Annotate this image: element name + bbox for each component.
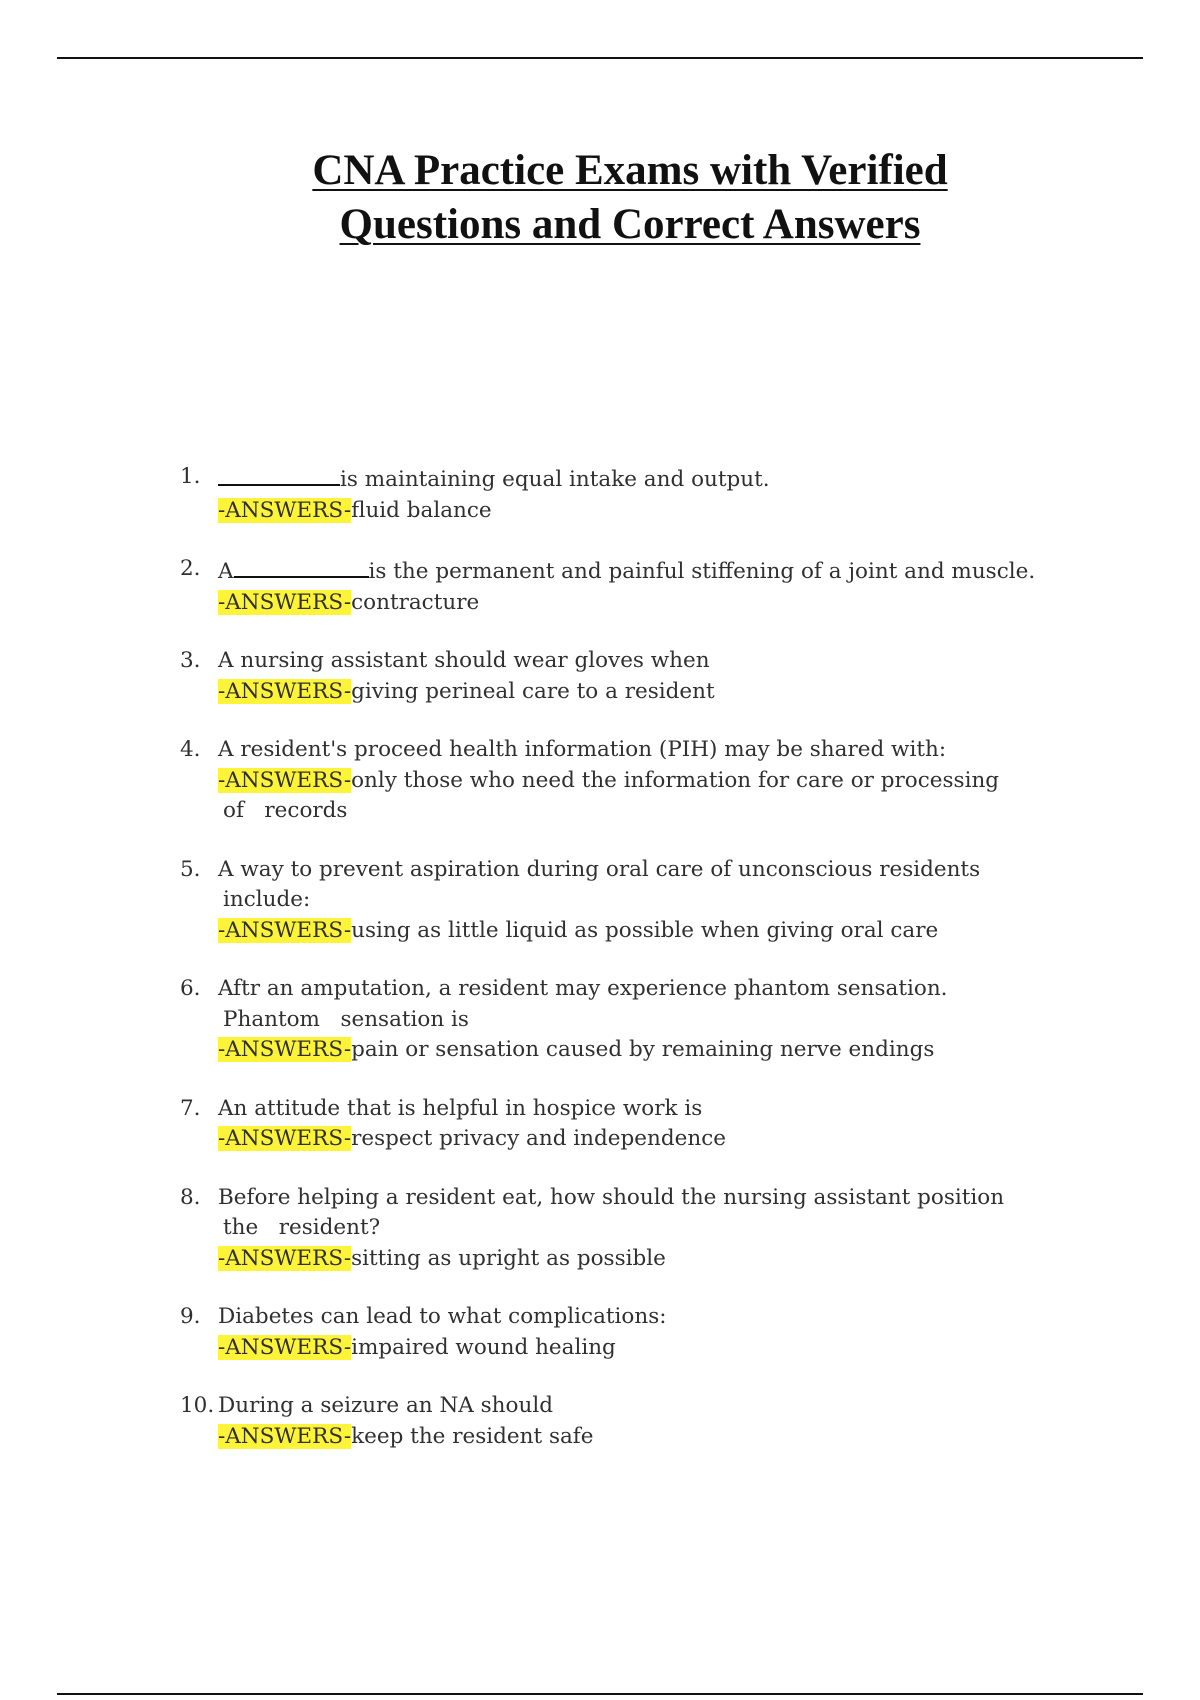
question-text: A resident's proceed health information (PIH) may be shared with: [218,737,947,762]
answer-text: only those who need the information for care or processing [351,767,1000,793]
fill-in-blank [234,554,369,578]
question-number: 1. [180,464,201,489]
answer-text: contracture [351,589,480,615]
question-number: 8. [180,1184,201,1210]
answer-line [218,588,1080,619]
title-line-2: Questions and Correct Answers [339,201,921,248]
question-item [180,735,1080,827]
question-text: A is the permanent and painful stiffening of a joint and muscle. [218,554,1080,588]
answer-prefix-highlight: -ANSWERS- [218,589,352,615]
question-text: A way to prevent aspiration during oral care of unconscious residents include: [218,855,1080,916]
question-text: is maintaining equal intake and output. [218,462,1080,496]
answer-line [218,1035,1080,1066]
answer-prefix-highlight: -ANSWERS- [218,1037,352,1062]
question-text-continued: include: [223,887,311,912]
question-text: Aftr an amputation, a resident may experience phantom sensation. Phantom sensation is [218,974,1080,1035]
answer-text: pain or sensation caused by remaining nerve endings [351,1037,935,1062]
answer-text: respect privacy and independence [351,1126,726,1151]
question-number: 2. [180,556,201,581]
answer-prefix-highlight: -ANSWERS- [218,917,352,943]
answer-text: impaired wound healing [351,1334,616,1360]
answer-prefix-highlight: -ANSWERS- [218,497,352,523]
answer-text: using as little liquid as possible when giving oral care [351,917,939,943]
answer-line [218,496,1080,527]
title-line-1: CNA Practice Exams with Verified [312,147,948,194]
question-number: 4. [180,737,201,762]
answer-line [218,916,1080,947]
question-item [180,554,1080,618]
answer-line [218,677,1080,708]
question-item [180,1391,1080,1452]
question-number: 9. [180,1304,201,1329]
question-item [180,1183,1080,1275]
question-number: 3. [180,648,201,673]
question-item [180,1094,1080,1155]
answer-text-continued: of records [223,798,348,823]
answer-prefix-highlight: -ANSWERS- [218,1334,352,1360]
answer-line [218,766,1080,797]
answer-prefix-highlight: -ANSWERS- [218,1423,352,1449]
question-text-continued: Phantom sensation is [223,1006,469,1032]
top-rule [57,57,1143,59]
answer-text: sitting as upright as possible [351,1245,666,1271]
answer-prefix-highlight: -ANSWERS- [218,1126,352,1151]
question-item [180,974,1080,1066]
answer-text: keep the resident safe [351,1423,594,1449]
answer-prefix-highlight: -ANSWERS- [218,678,352,704]
answer-line [218,1333,1080,1364]
question-number: 6. [180,976,201,1001]
answer-line [218,1244,1080,1275]
question-text: Diabetes can lead to what complications: [218,1304,667,1329]
question-number: 5. [180,856,201,882]
answer-text: giving perineal care to a resident [351,678,715,704]
answer-prefix-highlight: -ANSWERS- [218,1245,352,1271]
question-item [180,855,1080,947]
answer-line [218,1124,1080,1155]
question-text: During a seizure an NA should [218,1393,553,1418]
bottom-rule [57,1693,1143,1695]
answer-text: fluid balance [351,497,492,523]
question-item [180,646,1080,707]
question-item [180,1302,1080,1363]
question-list [180,462,1080,1480]
question-text: Before helping a resident eat, how should the nursing assistant position the resident? [218,1183,1080,1244]
question-text: An attitude that is helpful in hospice work is [218,1095,703,1121]
document-title [0,144,1200,252]
fill-in-blank [218,462,340,486]
question-item [180,462,1080,526]
question-number: 10. [180,1393,215,1418]
question-text-continued: the resident? [223,1215,381,1240]
answer-prefix-highlight: -ANSWERS- [218,767,352,793]
question-text: A nursing assistant should wear gloves when [218,648,710,673]
answer-line [218,1422,1080,1453]
question-number: 7. [180,1095,201,1121]
